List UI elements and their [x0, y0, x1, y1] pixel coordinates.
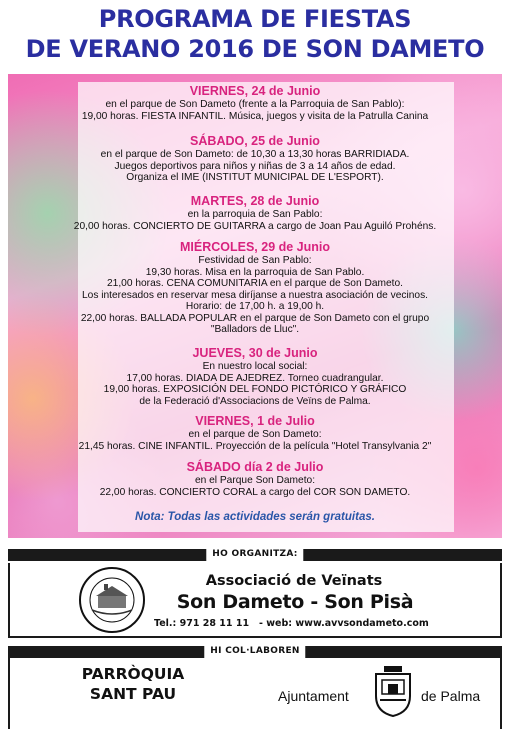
event-line: Juegos deportivos para niños y niñas de 3 a 14 años de edad.: [114, 160, 396, 172]
phone-number: 971 28 11 11: [179, 618, 250, 629]
event-line: en el parque de Son Dameto: de 10,30 a 13,30 horas BARRIDIADA.: [100, 149, 410, 160]
event-line: en la parroquia de San Pablo:: [187, 209, 323, 220]
event-day: VIERNES, 1 de Julio: [195, 414, 315, 428]
collaborators-bar-label: HI COL·LABOREN: [204, 645, 305, 658]
event-item: [8, 240, 502, 336]
event-item: [8, 460, 502, 498]
event-day: VIERNES, 24 de Junio: [189, 84, 321, 98]
event-item: [8, 346, 502, 407]
event-day: SÁBADO, 25 de Junio: [190, 134, 320, 148]
event-line: Festividad de San Pablo:: [198, 255, 312, 266]
ajuntament-text: Ajuntament: [278, 688, 349, 704]
phone-label: Tel.:: [154, 618, 177, 629]
event-item: [8, 414, 502, 452]
event-line: 20,00 horas. CONCIERTO DE GUITARRA a cargo de Joan Pau Aguiló Prohéns.: [73, 220, 437, 232]
event-day: SÁBADO día 2 de Julio: [186, 460, 324, 474]
title-line-1: PROGRAMA DE FIESTAS: [98, 5, 412, 33]
event-line: en el parque de Son Dameto (frente a la Parroquia de San Pablo):: [105, 99, 405, 110]
event-item: [8, 194, 502, 232]
event-day: JUEVES, 30 de Junio: [192, 346, 318, 360]
association-seal-icon: [68, 566, 156, 634]
organizer-box: [8, 563, 502, 638]
event-line: 17,00 horas. DIADA DE AJEDREZ. Torneo cuadrangular.: [126, 372, 384, 384]
programme-section: [8, 74, 502, 538]
event-day: MIÉRCOLES, 29 de Junio: [179, 240, 331, 254]
event-line: 22,00 horas. CONCIERTO CORAL a cargo del COR SON DAMETO.: [99, 486, 411, 498]
collaborators-box: [8, 658, 502, 729]
event-line: 21,00 horas. CENA COMUNITARIA en el parque de Son Dameto.: [107, 278, 403, 289]
parroquia-logo: [58, 664, 208, 704]
palma-crest-icon: [368, 662, 418, 718]
event-item: [8, 84, 502, 122]
event-line: Organiza el IME (INSTITUT MUNICIPAL DE L'ESPORT).: [126, 172, 384, 183]
event-line: Horario: de 17,00 h. a 19,00 h.: [185, 301, 325, 312]
event-line: en el parque de Son Dameto:: [188, 429, 322, 440]
free-activities-note: Nota: Todas las actividades serán gratuitas.: [135, 511, 375, 523]
event-line: 19,00 horas. EXPOSICIÓN DEL FONDO PICTÓRICO Y GRÁFICO: [103, 384, 407, 395]
association-name-line-2: Son Dameto - Son Pisà: [176, 591, 414, 613]
web-address: www.avvsondameto.com: [295, 618, 429, 629]
collaborators-bar: [8, 646, 502, 658]
parroquia-line-1: PARRÒQUIA: [81, 665, 185, 683]
event-line: 22,00 horas. BALLADA POPULAR en el parque de Son Dameto con el grupo: [80, 312, 430, 324]
title-line-2: DE VERANO 2016 DE SON DAMETO: [25, 35, 485, 63]
event-line: "Balladors de Lluc".: [210, 324, 300, 335]
organizer-bar: [8, 549, 502, 561]
page-title: [0, 4, 510, 64]
event-line: 19,00 horas. FIESTA INFANTIL. Música, juegos y visita de la Patrulla Canina: [81, 110, 429, 122]
event-item: [8, 134, 502, 184]
association-name-line-1: Associació de Veïnats: [205, 573, 383, 589]
event-line: en el Parque Son Dameto:: [194, 475, 316, 486]
association-contact: [154, 618, 444, 629]
ajuntament-logo: [278, 662, 498, 722]
event-day: MARTES, 28 de Junio: [190, 194, 320, 208]
organizer-bar-label: HO ORGANITZA:: [206, 548, 303, 561]
event-line: 21,45 horas. CINE INFANTIL. Proyección de la película "Hotel Transylvania 2": [78, 440, 432, 452]
de-palma-text: de Palma: [421, 688, 481, 704]
event-line: En nuestro local social:: [202, 361, 308, 372]
event-line: Los interesados en reservar mesa diríjanse a nuestra asociación de vecinos.: [82, 289, 428, 301]
event-line: de la Federació d'Associacions de Veïns de Palma.: [139, 395, 371, 407]
parroquia-line-2: SANT PAU: [89, 685, 177, 703]
web-label: - web:: [259, 618, 293, 629]
event-line: 19,30 horas. Misa en la parroquia de San Pablo.: [145, 266, 365, 278]
